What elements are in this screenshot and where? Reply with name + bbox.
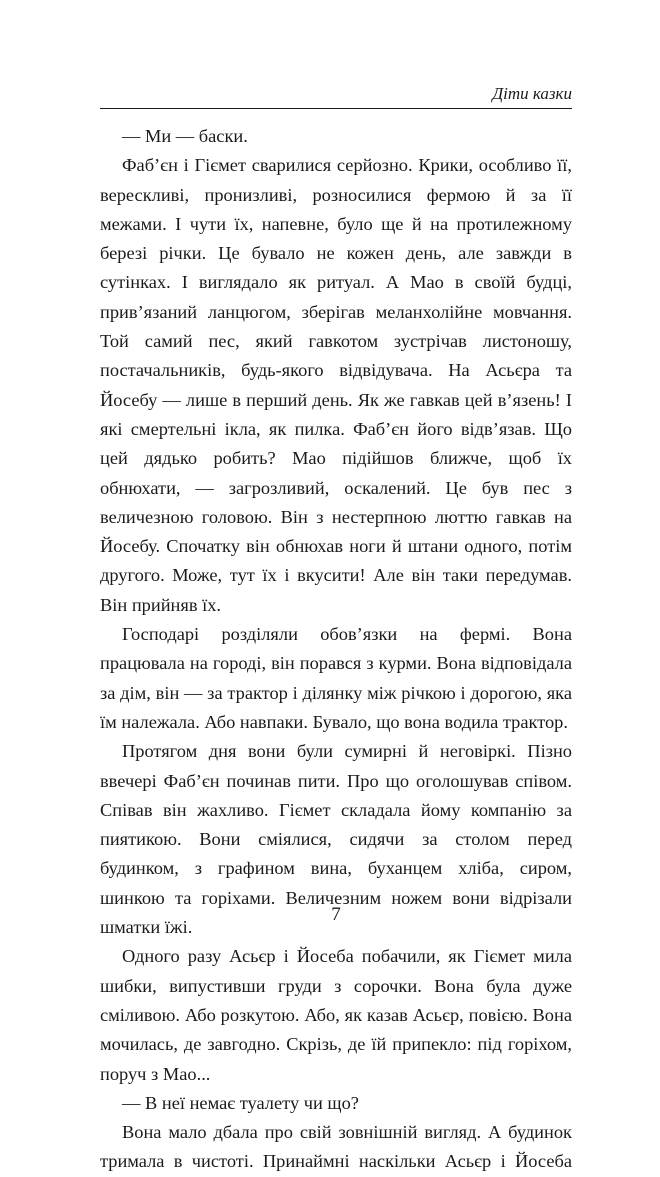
paragraph: — В неї немає туалету чи що? <box>122 1092 359 1113</box>
header-rule <box>100 108 572 109</box>
paragraph: Вона мало дбала про свій зовнішній вигляд. А будинок тримала в чистоті. Принаймні наскільки Асьєр і Йосеба <box>100 1122 572 1172</box>
paragraph: Протягом дня вони були сумирні й неговіркі. Пізно ввечері Фаб’єн починав пити. Про що оголошував співом. Співав він жахливо. Гіємет складала йому компанію за пиятикою. Вони сміялися, сидячи за столом перед будинком, з графином вина, буханцем хліба, сиром, шинкою та горіхами. Величезним ножем вони відрізали шматки їжі. <box>100 741 572 938</box>
page-number: 7 <box>331 904 341 925</box>
paragraph: — Ми — баски. <box>122 126 248 146</box>
running-header: Діти казки <box>492 84 572 103</box>
paragraph: Одного разу Асьєр і Йосеба побачили, як Гіємет мила шибки, випустивши груди з сорочки. Вона була дуже сміливою. Або розкутою. Або, як казав Асьєр, повією. Вона мочилась, де завгодно. Скрізь, де їй припекло: під горіхом, поруч з Мао... <box>100 946 572 1084</box>
paragraph: Фаб’єн і Гіємет сварилися серйозно. Крики, особливо її, верескливі, пронизливі, розносилися фермою й за її межами. І чути їх, напевне, було ще й на протилежному березі річки. Це бувало не кожен день, але завжди в сутінках. І виглядало як ритуал. А Мао в своїй будці, прив’язаний ланцюгом, зберігав меланхолійне мовчання. Той самий пес, який гавкотом зустрічав листоношу, постачальників, будь-якого відвідувача. На Асьєра та Йосебу — лише в перший день. Як же гавкав цей в’язень! І які смертельні ікла, як пилка. Фаб’єн його відв’язав. Що цей дядько робить? Мао підійшов ближче, щоб їх обнюхати, — загрозливий, оскалений. Це був пес з величезною головою. Він з нестерпною люттю гавкав на Йосебу. Спочатку він обнюхав ноги й штани одного, потім другого. Може, тут їх і вкусити! Але він таки передумав. Він прийняв їх. <box>100 155 572 615</box>
body-text <box>100 122 572 1177</box>
paragraph: Господарі розділяли обов’язки на фермі. Вона працювала на городі, він порався з курми. Вона відповідала за дім, він — за трактор і ділянку між річкою і дорогою, яка їм належала. Або навпаки. Бувало, що вона водила трактор. <box>100 624 572 732</box>
